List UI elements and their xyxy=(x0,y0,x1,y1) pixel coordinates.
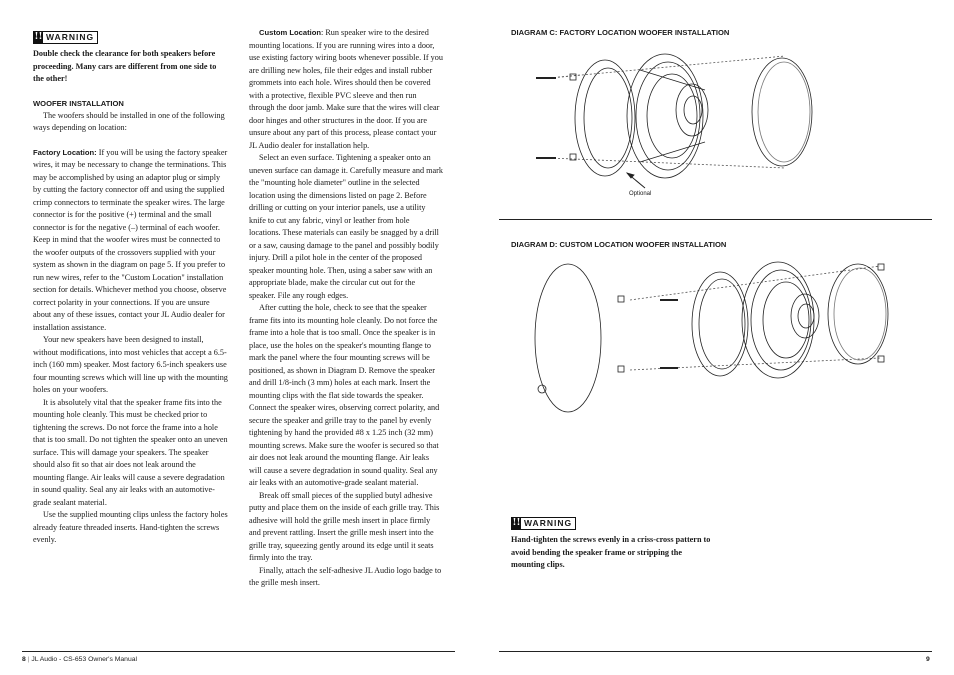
left-footer xyxy=(22,656,137,663)
footer-separator: | xyxy=(27,656,30,663)
diagram-d-illustration xyxy=(530,258,900,418)
warning-text: Double check the clearance for both speakers before proceeding. Many cars are different from one side to the other! xyxy=(33,49,217,83)
paragraph-mounting-clips: Use the supplied mounting clips unless the factory holes already feature threaded inserts. Hand-tighten the screws evenly. xyxy=(33,510,228,544)
factory-location-label: Factory Location: xyxy=(33,147,97,157)
warning-text-right: Hand-tighten the screws evenly in a criss-cross pattern to avoid bending the speaker frame or stripping the mounting clips. xyxy=(511,535,711,569)
diagram-c-title: DIAGRAM C: FACTORY LOCATION WOOFER INSTALLATION xyxy=(511,28,730,37)
custom-location-text: : Run speaker wire to the desired mounting locations. If you are running wires into a door, use existing factory wiring boots whenever possible. If you are drilling new holes, file their edges and install rubber grommets into each hole. Wires should then be covered with a protective, flexible PVC sleeve and then run through the door jamb. Make sure that the wires will clear door hinges and other structures in the door. If you are unsure about any part of this process, please contact your JL Audio dealer for installation help. xyxy=(249,28,443,150)
left-column-2 xyxy=(249,27,443,590)
right-footer-rule xyxy=(499,651,932,652)
right-warning xyxy=(511,510,711,572)
screw-icon xyxy=(536,78,556,158)
paragraph-select-surface: Select an even surface. Tightening a speaker onto an uneven surface can damage it. Carefully measure and mark the "mounting hole diameter" outline in the selected location using the dimensions listed on page 2. Before drilling or cutting on your interior panels, use a utility knife to cut any fabric, vinyl or leather from hole locations. These materials can easily be snagged by a drill or a saw, causing damage to the panel and possibly bodily injury. Drill a pilot hole in the center of the proposed speaker mounting hole. Then, using a saber saw with an appropriate blade, make the circular cut out for the speaker. File any rough edges. xyxy=(249,153,443,300)
page-number-left: 8 xyxy=(22,656,26,663)
paragraph-after-cutting: After cutting the hole, check to see that the speaker frame fits into its mounting hole cleanly. Do not force the frame into a hole that is too small. Once the speaker is in place, use the holes on the speaker's mounting flange to mark the panel where the four mounting screws will be positioned, as shown in Diagram D. Remove the speaker and drill 1/8-inch (3 mm) holes at each mark. Insert the mounting clips with the flat side towards the speaker. Connect the speaker wires, observing correct polarity, and secure the speaker and grille tray to the panel by evenly tightening by hand the provided #8 x 1.25 inch (32 mm) mounting screws. Make sure the woofer is secured so that air does not leak around the mounting flange. Air leaks will cause a severe degradation in sound quality. Seal any air leaks with an automotive-grade sealant material. xyxy=(249,303,440,487)
warning-icon: !! xyxy=(512,518,521,528)
optional-label: Optional xyxy=(629,191,652,197)
diagram-d-title: DIAGRAM D: CUSTOM LOCATION WOOFER INSTALLATION xyxy=(511,240,727,249)
factory-location-text: If you will be using the factory speaker wires, it may be necessary to change the terminations. This may be accomplished by using an adaptor plug or simply by cutting the factory connector off and using the supplied crimp connectors to terminate the speaker wires. The large connector is for the positive (+) terminal and the small connector is for the negative (–) terminal of each woofer. Keep in mind that the woofer wires must be connected to the woofer outputs of the crossovers supplied with your system as shown in the diagram on page 5. If you prefer to run new wires, refer to the "Custom Location" installation section for details. Whichever method you choose, observe correct polarity in your connections. If you are unsure about any of these issues, contact your JL Audio dealer for installation assistance. xyxy=(33,147,228,332)
paragraph-frame-fit: It is absolutely vital that the speaker frame fits into the mounting hole cleanly. This must be checked prior to tightening the screws. Do not force the frame into a hole that is too small. Do not tighten the speaker onto an uneven surface. This will damage your speakers. The speaker should also fit so that air does not leak around the mounting flange. Air leaks will cause a severe degradation in sound quality. Seal any air leaks with an automotive-grade sealant material. xyxy=(33,397,228,507)
paragraph-grille-mesh: Break off small pieces of the supplied butyl adhesive putty and place them on the inside of each grille tray. This adhesive will hold the grille mesh insert in place firmly and prevent rattling. Insert the grille mesh insert into the grille tray, squeezing gently around its edge until it seats firmly into the tray. xyxy=(249,490,440,562)
section-heading: WOOFER INSTALLATION xyxy=(33,98,124,108)
page-number-right: 9 xyxy=(926,656,930,663)
factory-location-paragraph xyxy=(33,147,228,335)
left-footer-rule xyxy=(22,651,455,652)
diagram-c-illustration xyxy=(530,50,830,220)
intro-paragraph: The woofers should be installed in one of the following ways depending on location: xyxy=(33,110,225,132)
custom-location-paragraph xyxy=(249,27,443,152)
warning-icon: !! xyxy=(34,32,43,42)
custom-location-label: Custom Location xyxy=(259,28,322,37)
paragraph-logo-badge: Finally, attach the self-adhesive JL Audio logo badge to the grille mesh insert. xyxy=(249,565,442,587)
footer-manual-title: JL Audio - CS-653 Owner's Manual xyxy=(31,656,138,663)
warning-badge: !! WARNING xyxy=(33,31,98,44)
left-column-1 xyxy=(33,24,228,547)
diagram-divider-rule xyxy=(499,219,932,220)
warning-badge-right: !! WARNING xyxy=(511,517,576,530)
paragraph-speaker-size: Your new speakers have been designed to install, without modifications, into most vehicles that accept a 6.5-inch (160 mm) speaker. Most factory 6.5-inch speakers use four mounting screws which will line up with the mounting holes on your woofers. xyxy=(33,335,228,394)
